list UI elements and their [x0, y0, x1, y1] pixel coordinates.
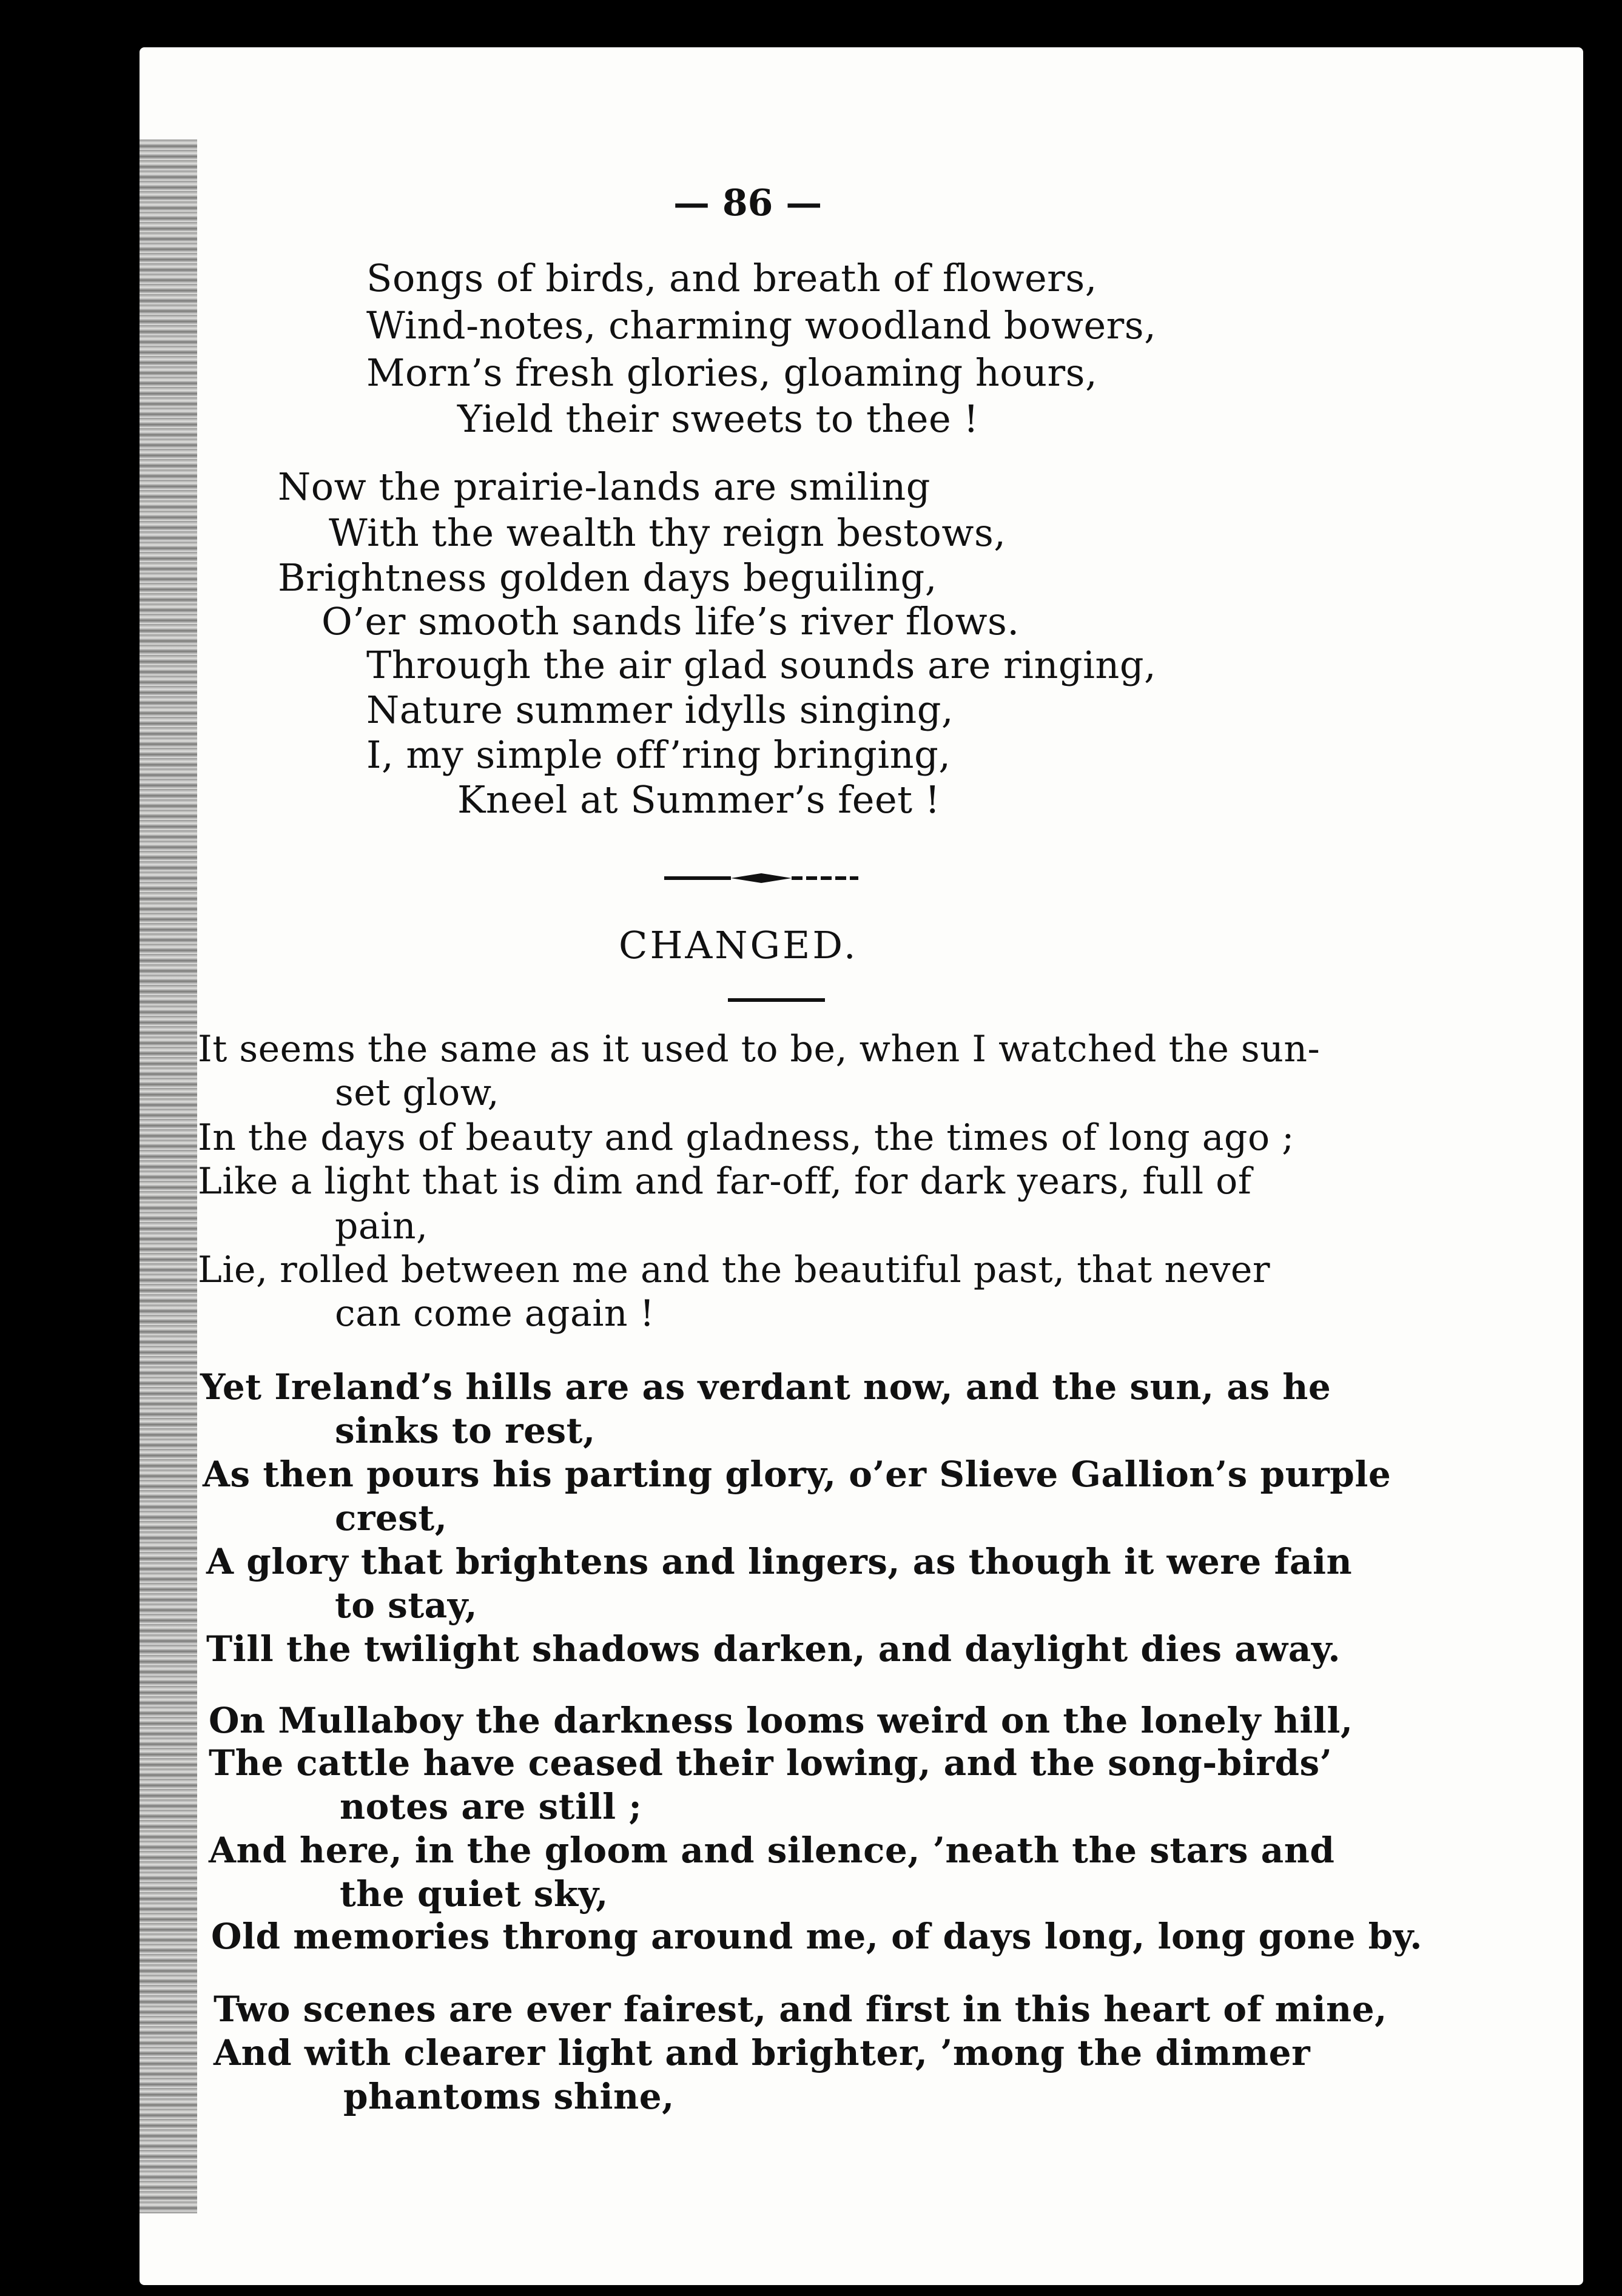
poem1-line-11: I, my simple off’ring bringing, [366, 733, 951, 777]
poem1-line-3: Morn’s fresh glories, gloaming hours, [366, 351, 1098, 395]
poem2-line-4: Like a light that is dim and far-off, for dark years, full of [198, 1160, 1252, 1203]
poem2-line-23: phantoms shine, [343, 2076, 675, 2117]
poem1-line-2: Wind-notes, charming woodland bowers, [366, 303, 1157, 347]
page-number: — 86 — [673, 182, 823, 224]
scan-border-right [1583, 0, 1622, 2296]
poem2-line-8: Yet Ireland’s hills are as verdant now, and the sun, as he [200, 1366, 1331, 1408]
poem2-line-3: In the days of beauty and gladness, the times of long ago ; [198, 1116, 1294, 1159]
poem2-line-20: Old memories throng around me, of days long, long gone by. [211, 1916, 1422, 1957]
poem1-line-8: O’er smooth sands life’s river flows. [321, 599, 1020, 643]
poem1-line-7: Brightness golden days beguiling, [278, 556, 937, 600]
poem2-line-13: to stay, [335, 1585, 478, 1626]
poem2-line-9: sinks to rest, [335, 1410, 596, 1451]
poem2-line-14: Till the twilight shadows darken, and daylight dies away. [206, 1628, 1341, 1670]
scan-border-left [0, 0, 140, 2296]
title-rule [728, 998, 825, 1002]
poem2-line-2: set glow, [335, 1072, 500, 1114]
poem1-line-5: Now the prairie-lands are smiling [278, 465, 930, 509]
poem2-line-7: can come again ! [335, 1292, 655, 1335]
page-edge-shadow [140, 139, 197, 2214]
poem-title: CHANGED. [619, 923, 858, 967]
poem2-line-6: Lie, rolled between me and the beautiful past, that never [198, 1249, 1271, 1291]
poem2-line-21: Two scenes are ever fairest, and first in this heart of mine, [214, 1989, 1387, 2030]
poem1-line-12: Kneel at Summer’s feet ! [457, 777, 941, 822]
poem2-line-19: the quiet sky, [340, 1873, 608, 1915]
poem2-line-15: On Mullaboy the darkness looms weird on the lonely hill, [209, 1700, 1353, 1741]
poem2-line-10: As then pours his parting glory, o’er Slieve Gallion’s purple [203, 1454, 1391, 1495]
poem2-line-22: And with clearer light and brighter, ’mong the dimmer [214, 2032, 1311, 2073]
poem2-line-11: crest, [335, 1497, 448, 1539]
poem1-line-6: With the wealth thy reign bestows, [329, 511, 1006, 555]
poem2-line-16: The cattle have ceased their lowing, and the song-birds’ [209, 1742, 1333, 1784]
poem2-line-1: It seems the same as it used to be, when I watched the sun- [198, 1028, 1321, 1070]
poem2-line-5: pain, [335, 1205, 428, 1247]
ornament-divider [664, 871, 858, 885]
poem1-line-9: Through the air glad sounds are ringing, [366, 643, 1157, 687]
poem2-line-17: notes are still ; [340, 1786, 642, 1827]
poem1-line-10: Nature summer idylls singing, [366, 688, 954, 732]
poem2-line-18: And here, in the gloom and silence, ’neath the stars and [209, 1830, 1335, 1871]
poem1-line-4: Yield their sweets to thee ! [457, 397, 979, 441]
poem1-line-1: Songs of birds, and breath of flowers, [366, 256, 1097, 300]
poem2-line-12: A glory that brightens and lingers, as though it were fain [206, 1541, 1353, 1582]
